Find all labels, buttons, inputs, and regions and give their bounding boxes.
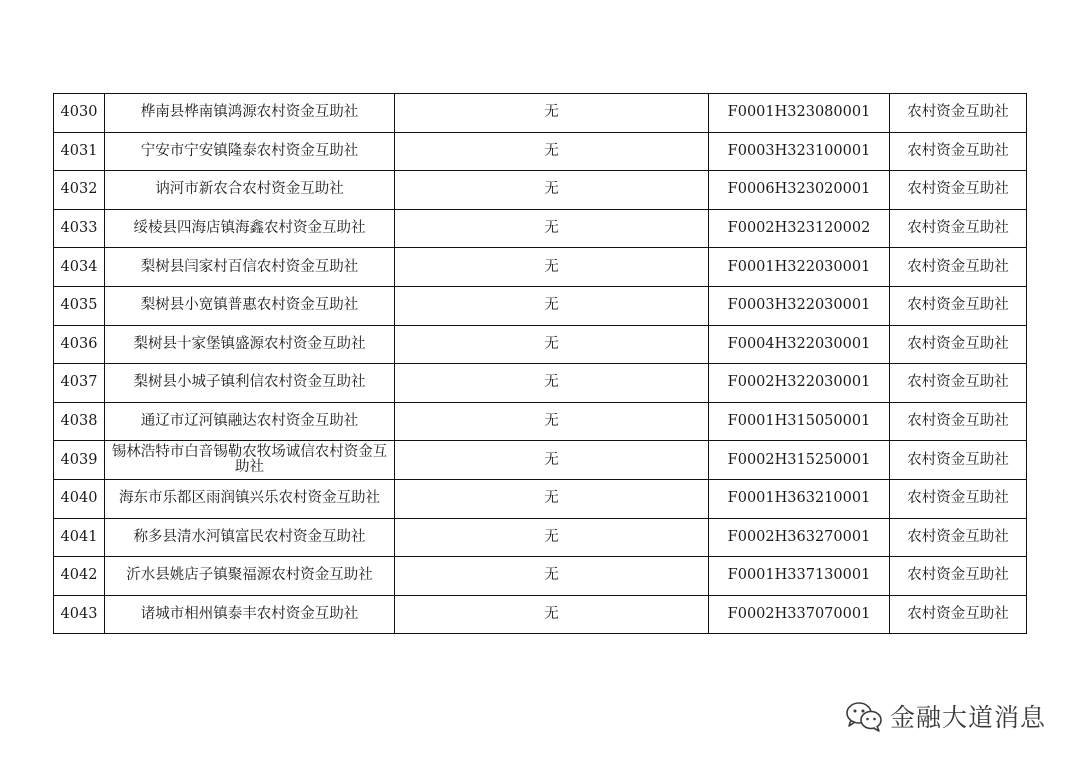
other-name-cell: 无: [395, 441, 709, 480]
table-row: [54, 402, 1027, 441]
institution-name-cell: 锡林浩特市白音锡勒农牧场诚信农村资金互助社: [105, 441, 395, 480]
row-number-cell: 4033: [54, 209, 105, 248]
other-name-cell: 无: [395, 132, 709, 171]
row-number-cell: 4037: [54, 364, 105, 403]
table-row: [54, 132, 1027, 171]
watermark: [844, 698, 1046, 734]
other-name-cell: 无: [395, 171, 709, 210]
institution-name-cell: 绥棱县四海店镇海鑫农村资金互助社: [105, 209, 395, 248]
row-number-cell: 4042: [54, 557, 105, 596]
license-code-cell: F0002H315250001: [709, 441, 890, 480]
other-name-cell: 无: [395, 595, 709, 634]
table-row: [54, 518, 1027, 557]
row-number-cell: 4041: [54, 518, 105, 557]
license-code-cell: F0002H337070001: [709, 595, 890, 634]
institution-type-cell: 农村资金互助社: [890, 132, 1027, 171]
license-code-cell: F0003H322030001: [709, 286, 890, 325]
institution-type-cell: 农村资金互助社: [890, 441, 1027, 480]
other-name-cell: 无: [395, 364, 709, 403]
other-name-cell: 无: [395, 94, 709, 133]
institution-name-cell: 沂水县姚店子镇聚福源农村资金互助社: [105, 557, 395, 596]
other-name-cell: 无: [395, 325, 709, 364]
license-code-cell: F0006H323020001: [709, 171, 890, 210]
institution-name-cell: 诸城市相州镇泰丰农村资金互助社: [105, 595, 395, 634]
license-code-cell: F0004H322030001: [709, 325, 890, 364]
other-name-cell: 无: [395, 209, 709, 248]
table-row: [54, 325, 1027, 364]
table-row: [54, 286, 1027, 325]
institution-type-cell: 农村资金互助社: [890, 479, 1027, 518]
institution-name-cell: 海东市乐都区雨润镇兴乐农村资金互助社: [105, 479, 395, 518]
institution-name-cell: 称多县清水河镇富民农村资金互助社: [105, 518, 395, 557]
row-number-cell: 4035: [54, 286, 105, 325]
institution-type-cell: 农村资金互助社: [890, 364, 1027, 403]
institution-name-cell: 宁安市宁安镇隆泰农村资金互助社: [105, 132, 395, 171]
row-number-cell: 4034: [54, 248, 105, 287]
institution-type-cell: 农村资金互助社: [890, 209, 1027, 248]
wechat-icon: [844, 699, 884, 733]
row-number-cell: 4040: [54, 479, 105, 518]
table-row: [54, 479, 1027, 518]
institution-name-cell: 梨树县小宽镇普惠农村资金互助社: [105, 286, 395, 325]
license-code-cell: F0002H322030001: [709, 364, 890, 403]
row-number-cell: 4032: [54, 171, 105, 210]
license-code-cell: F0001H323080001: [709, 94, 890, 133]
row-number-cell: 4039: [54, 441, 105, 480]
institution-name-cell: 梨树县闫家村百信农村资金互助社: [105, 248, 395, 287]
institution-type-cell: 农村资金互助社: [890, 595, 1027, 634]
license-code-cell: F0001H337130001: [709, 557, 890, 596]
other-name-cell: 无: [395, 286, 709, 325]
institution-type-cell: 农村资金互助社: [890, 518, 1027, 557]
other-name-cell: 无: [395, 479, 709, 518]
institution-name-cell: 梨树县十家堡镇盛源农村资金互助社: [105, 325, 395, 364]
license-code-cell: F0001H322030001: [709, 248, 890, 287]
table-row: [54, 171, 1027, 210]
table-row: [54, 209, 1027, 248]
row-number-cell: 4038: [54, 402, 105, 441]
table-row: [54, 94, 1027, 133]
other-name-cell: 无: [395, 248, 709, 287]
institution-name-cell: 梨树县小城子镇利信农村资金互助社: [105, 364, 395, 403]
institution-name-cell: 桦南县桦南镇鸿源农村资金互助社: [105, 94, 395, 133]
institution-type-cell: 农村资金互助社: [890, 171, 1027, 210]
license-code-cell: F0003H323100001: [709, 132, 890, 171]
institution-name-cell: 通辽市辽河镇融达农村资金互助社: [105, 402, 395, 441]
license-code-cell: F0002H323120002: [709, 209, 890, 248]
license-code-cell: F0001H315050001: [709, 402, 890, 441]
row-number-cell: 4030: [54, 94, 105, 133]
table-row: [54, 441, 1027, 480]
institution-type-cell: 农村资金互助社: [890, 557, 1027, 596]
table-row: [54, 595, 1027, 634]
watermark-text: 金融大道消息: [889, 703, 1046, 732]
row-number-cell: 4031: [54, 132, 105, 171]
other-name-cell: 无: [395, 402, 709, 441]
table-row: [54, 557, 1027, 596]
institution-type-cell: 农村资金互助社: [890, 325, 1027, 364]
institution-type-cell: 农村资金互助社: [890, 248, 1027, 287]
institution-type-cell: 农村资金互助社: [890, 402, 1027, 441]
institution-name-cell: 讷河市新农合农村资金互助社: [105, 171, 395, 210]
row-number-cell: 4043: [54, 595, 105, 634]
row-number-cell: 4036: [54, 325, 105, 364]
license-code-cell: F0001H363210001: [709, 479, 890, 518]
institution-type-cell: 农村资金互助社: [890, 94, 1027, 133]
registry-table: [53, 93, 1027, 634]
table-body: [54, 94, 1027, 634]
other-name-cell: 无: [395, 518, 709, 557]
other-name-cell: 无: [395, 557, 709, 596]
license-code-cell: F0002H363270001: [709, 518, 890, 557]
table-row: [54, 248, 1027, 287]
table-row: [54, 364, 1027, 403]
institution-type-cell: 农村资金互助社: [890, 286, 1027, 325]
